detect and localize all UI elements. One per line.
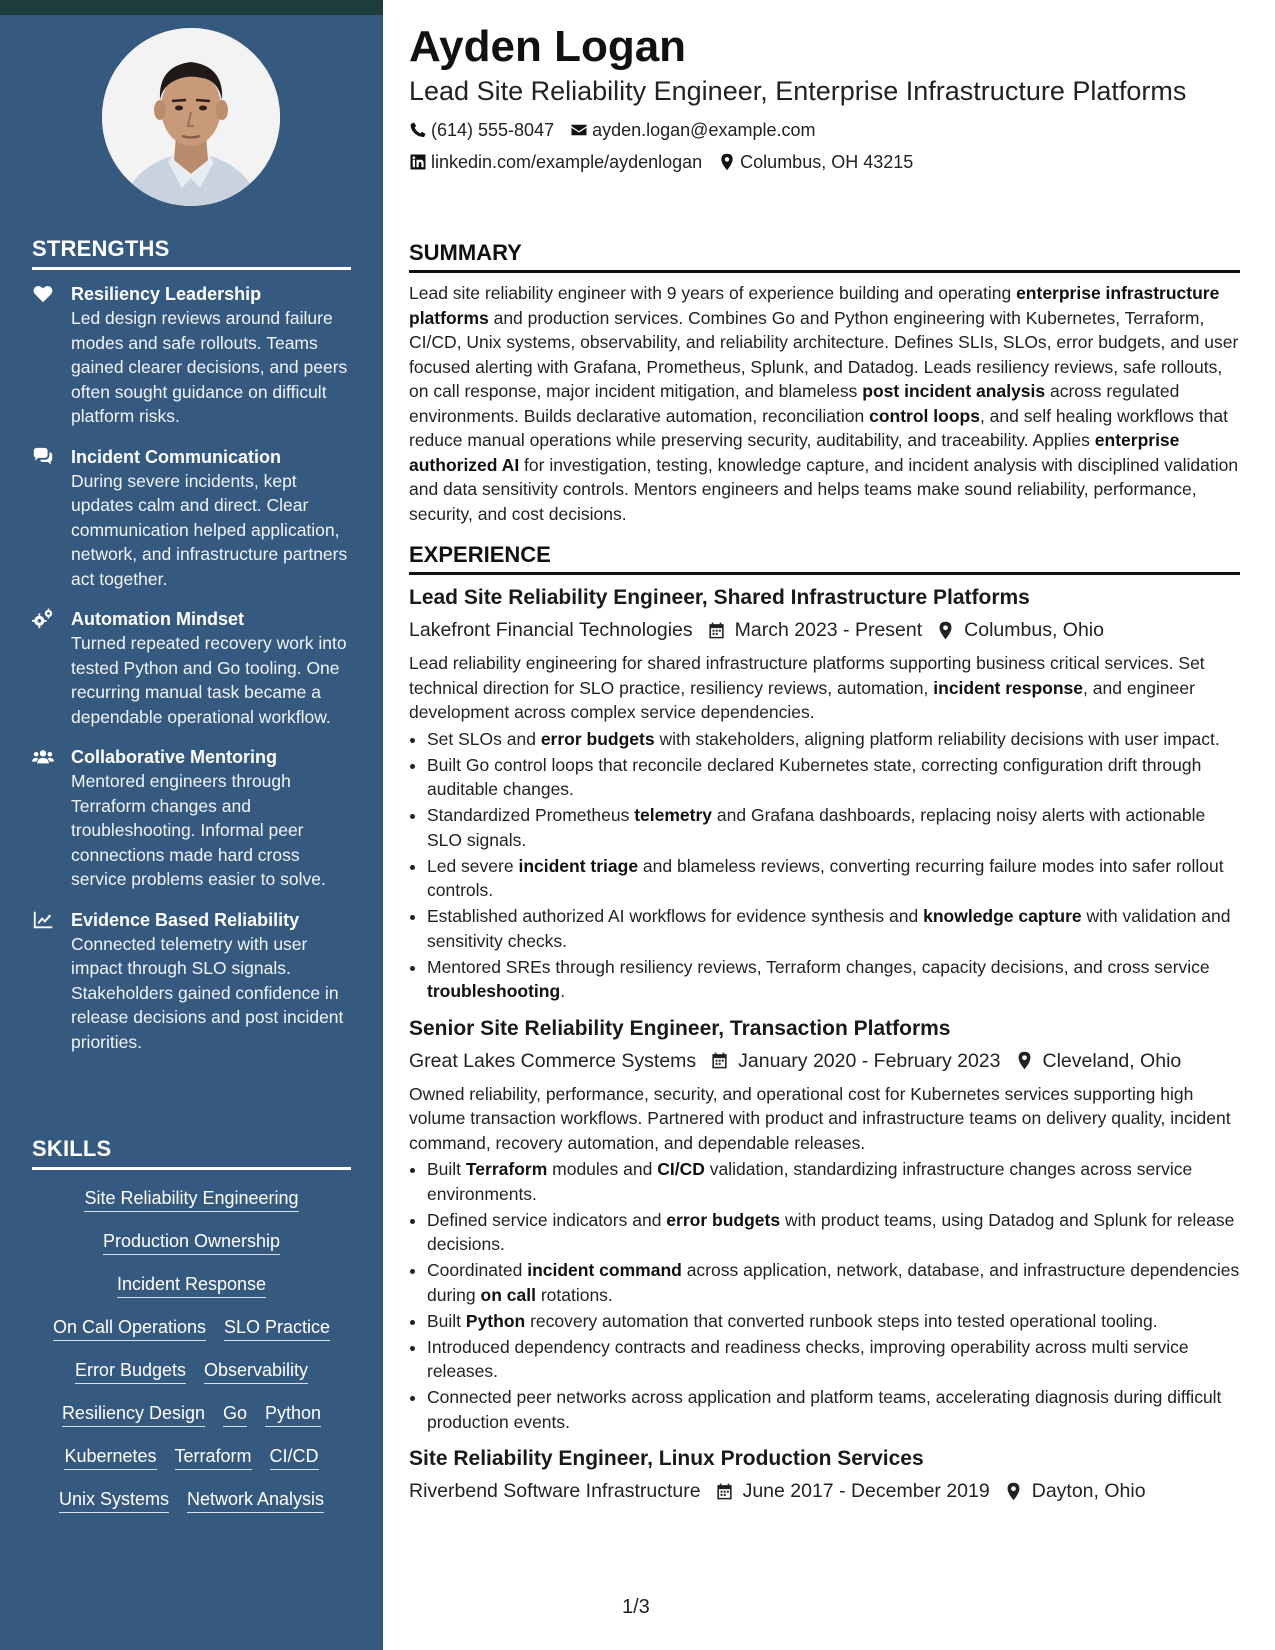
- job-meta: [409, 1476, 1240, 1506]
- map-pin-icon: [1015, 1051, 1034, 1070]
- experience-section: [409, 542, 1240, 1506]
- strength-title: Resiliency Leadership: [71, 284, 262, 304]
- skill-tag: Site Reliability Engineering: [84, 1186, 298, 1212]
- contact-row: [409, 146, 1240, 178]
- map-pin-icon: [936, 621, 955, 640]
- bullet-item: • Built Terraform modules and CI/CD validation, standardizing infrastructure changes across service environments.: [427, 1157, 1240, 1206]
- bullet-item: • Introduced dependency contracts and readiness checks, improving operability across multi service releases.: [427, 1335, 1240, 1384]
- strengths-section: [32, 236, 351, 1070]
- bold-keyword: incident triage: [518, 855, 639, 876]
- bullet-item: • Led severe incident triage and blameless reviews, converting recurring failure modes into safer rollout controls.: [427, 854, 1240, 903]
- summary-heading: SUMMARY: [409, 240, 1240, 273]
- skill-tag: Python: [265, 1401, 321, 1427]
- skill-tag: CI/CD: [270, 1444, 319, 1470]
- phone-icon: [409, 121, 427, 139]
- strength-item: [32, 908, 351, 1055]
- job-bullets: [409, 1157, 1240, 1434]
- job-location: [1015, 1046, 1182, 1076]
- strength-description: Turned repeated recovery work into tested Python and Go tooling. One recurring manual task became a dependable operational workflow.: [71, 633, 347, 727]
- skill-tag: Unix Systems: [59, 1487, 169, 1513]
- phone-number: (614) 555-8047: [431, 120, 555, 140]
- phone-contact[interactable]: [409, 114, 554, 146]
- job-entry: [409, 1014, 1240, 1435]
- skill-tag: SLO Practice: [224, 1315, 330, 1341]
- bold-keyword: incident command: [527, 1260, 682, 1280]
- summary-section: [409, 240, 1240, 526]
- skill-tag: Resiliency Design: [62, 1401, 205, 1427]
- strength-description: Connected telemetry with user impact through SLO signals. Stakeholders gained confidence in release decisions and post incident priorities.: [71, 933, 344, 1052]
- strength-description: During severe incidents, kept updates calm and direct. Clear communication helped application, network, and infrastructure partners act together.: [71, 470, 348, 589]
- linkedin-url: linkedin.com/example/aydenlogan: [431, 152, 703, 172]
- experience-heading: EXPERIENCE: [409, 542, 1240, 575]
- company-name: Great Lakes Commerce Systems: [409, 1049, 697, 1072]
- heart-icon: [32, 283, 54, 305]
- page-number: 1/3: [622, 1596, 650, 1618]
- job-entry: [409, 1444, 1240, 1506]
- candidate-headline: Lead Site Reliability Engineer, Enterprise Infrastructure Platforms: [409, 76, 1187, 106]
- location-text: Columbus, OH 43215: [740, 152, 914, 172]
- candidate-name: Ayden Logan: [409, 22, 687, 71]
- job-meta: [409, 615, 1240, 645]
- bullet-item: • Standardized Prometheus telemetry and Grafana dashboards, replacing noisy alerts with actionable SLO signals.: [427, 803, 1240, 852]
- bold-keyword: troubleshooting: [427, 981, 561, 1001]
- strengths-heading: STRENGTHS: [32, 236, 351, 270]
- bold-keyword: post incident analysis: [862, 381, 1046, 401]
- job-dates: [707, 615, 923, 645]
- skill-tag: Incident Response: [117, 1272, 266, 1298]
- bullet-item: • Coordinated incident command across application, network, database, and infrastructure dependencies during on call rotations.: [427, 1258, 1240, 1307]
- skills-heading: SKILLS: [32, 1136, 351, 1170]
- bold-keyword: enterprise authorized AI: [409, 430, 1180, 475]
- strength-title: Incident Communication: [71, 446, 282, 467]
- cogs-icon: [32, 608, 54, 630]
- bold-keyword: error budgets: [540, 728, 655, 749]
- date-range: March 2023 - Present: [734, 619, 923, 641]
- job-dates: [710, 1046, 1000, 1076]
- calendar-icon: [707, 621, 726, 640]
- bullet-item: • Established authorized AI workflows for evidence synthesis and knowledge capture with validation and sensitivity checks.: [427, 904, 1240, 953]
- job-bullets: [409, 727, 1240, 1004]
- bold-keyword: error budgets: [666, 1209, 781, 1230]
- job-title: Site Reliability Engineer, Linux Production Services: [409, 1447, 924, 1470]
- linkedin-icon: [409, 153, 427, 171]
- contact-row: [409, 114, 1240, 146]
- comments-icon: [32, 446, 54, 468]
- bold-keyword: knowledge capture: [923, 906, 1082, 926]
- bold-keyword: on call: [480, 1284, 536, 1305]
- strength-item: [32, 445, 351, 592]
- skills-list: [32, 1182, 351, 1513]
- location-contact: [718, 146, 913, 178]
- date-range: June 2017 - December 2019: [742, 1480, 990, 1502]
- users-icon: [32, 746, 54, 768]
- strength-item: [32, 745, 351, 892]
- job-title: Senior Site Reliability Engineer, Transaction Platforms: [409, 1016, 951, 1040]
- location-text: Columbus, Ohio: [964, 619, 1104, 641]
- location-text: Dayton, Ohio: [1031, 1480, 1146, 1502]
- company-name: Lakefront Financial Technologies: [409, 619, 693, 641]
- skills-section: [32, 1136, 351, 1513]
- strength-item: [32, 607, 351, 729]
- bullet-item: • Built Go control loops that reconcile declared Kubernetes state, correcting configuration drift through auditable changes.: [427, 753, 1240, 802]
- bullet-item: • Set SLOs and error budgets with stakeholders, aligning platform reliability decisions with user impact.: [427, 727, 1240, 752]
- strength-item: [32, 282, 351, 429]
- skill-tag: Go: [223, 1401, 247, 1427]
- job-intro: Lead reliability engineering for shared infrastructure platforms supporting business critical services. Set technical direction for SLO practice, resiliency reviews, automation, incident response, and engineer development across complex service dependencies.: [409, 653, 1205, 722]
- skill-tag: Terraform: [175, 1444, 252, 1470]
- skill-tag: Production Ownership: [103, 1229, 280, 1255]
- bullet-item: • Defined service indicators and error budgets with product teams, using Datadog and Splunk for release decisions.: [427, 1208, 1240, 1257]
- envelope-icon: [570, 121, 588, 139]
- job-location: [936, 615, 1104, 645]
- skill-tag: Error Budgets: [75, 1358, 186, 1384]
- job-title: Lead Site Reliability Engineer, Shared Infrastructure Platforms: [409, 586, 1030, 609]
- map-pin-icon: [718, 153, 736, 171]
- strength-description: Mentored engineers through Terraform changes and troubleshooting. Informal peer connections made hard cross service problems easier to solve.: [71, 771, 326, 889]
- bullet-item: • Connected peer networks across application and platform teams, accelerating diagnosis during difficult production events.: [427, 1385, 1240, 1434]
- sidebar-top-bar: [0, 0, 383, 15]
- bold-keyword: enterprise infrastructure platforms: [409, 283, 1220, 328]
- bold-keyword: Python: [465, 1310, 526, 1331]
- job-entry: [409, 583, 1240, 1004]
- main-content: [409, 20, 1240, 1512]
- strength-title: Automation Mindset: [71, 609, 244, 629]
- company-name: Riverbend Software Infrastructure: [409, 1480, 701, 1502]
- skill-tag: Kubernetes: [64, 1444, 156, 1470]
- bold-keyword: CI/CD: [657, 1159, 705, 1179]
- sidebar: [0, 0, 383, 1650]
- strength-title: Collaborative Mentoring: [71, 747, 278, 767]
- skill-tag: Network Analysis: [187, 1487, 324, 1513]
- bold-keyword: incident response: [933, 677, 1084, 698]
- bullet-item: • Built Python recovery automation that converted runbook steps into tested operational tooling.: [427, 1309, 1240, 1334]
- bold-keyword: telemetry: [634, 805, 713, 825]
- job-intro: Owned reliability, performance, security, and operational cost for Kubernetes services supporting high volume transaction workflows. Partnered with product and infrastructure teams on delivery quality, incident command, recovery automation, and dependable releases.: [409, 1083, 1231, 1153]
- job-dates: [715, 1476, 990, 1506]
- bold-keyword: control loops: [869, 405, 980, 426]
- job-location: [1004, 1476, 1146, 1506]
- bold-keyword: Terraform: [465, 1159, 548, 1179]
- calendar-icon: [710, 1051, 729, 1070]
- strength-description: Led design reviews around failure modes and safe rollouts. Teams gained clearer decisions, and peers often sought guidance on difficult platform risks.: [71, 308, 348, 426]
- email-address: ayden.logan@example.com: [592, 120, 816, 140]
- location-text: Cleveland, Ohio: [1042, 1049, 1182, 1072]
- profile-photo: [102, 28, 280, 206]
- date-range: January 2020 - February 2023: [738, 1049, 1001, 1072]
- email-contact[interactable]: [570, 114, 815, 146]
- calendar-icon: [715, 1482, 734, 1501]
- skill-tag: Observability: [204, 1358, 308, 1384]
- bullet-item: • Mentored SREs through resiliency reviews, Terraform changes, capacity decisions, and cross service troubleshooting.: [427, 955, 1240, 1004]
- skill-tag: On Call Operations: [53, 1315, 206, 1341]
- map-pin-icon: [1004, 1482, 1023, 1501]
- summary-text: Lead site reliability engineer with 9 years of experience building and operating enterprise infrastructure platforms and production services. Combines Go and Python engineering with Kubernetes, Terraform, CI/CD, Unix systems, observability, and reliability architecture. Defines SLIs, SLOs, error budgets, and user focused alerting with Grafana, Prometheus, Splunk, and Datadog. Leads resiliency reviews, safe rollouts, on call response, major incident mitigation, and blameless post incident analysis across regulated environments. Builds declarative automation, reconciliation control loops, and self healing workflows that reduce manual operations while preserving security, auditability, and traceability. Applies enterprise authorized AI for investigation, testing, knowledge capture, and incident analysis with disciplined validation and data sensitivity controls. Mentors engineers and helps teams make sound reliability, performance, security, and cost decisions.: [409, 283, 1239, 524]
- linkedin-contact[interactable]: [409, 146, 702, 178]
- chart-line-icon: [32, 909, 54, 931]
- job-meta: [409, 1046, 1240, 1076]
- strength-title: Evidence Based Reliability: [71, 909, 300, 930]
